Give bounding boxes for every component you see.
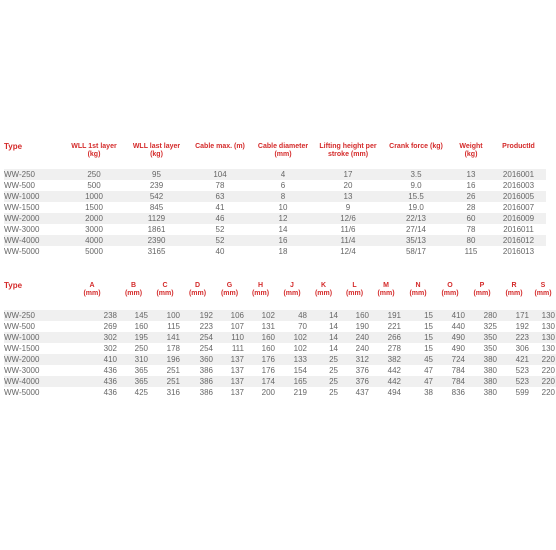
specifications-table [4,143,546,257]
spec-value-cell: 20 [315,180,381,191]
dim-value-cell: 192 [498,321,530,332]
spec-value-cell: 2016001 [491,169,546,180]
dim-value-cell: 15 [402,332,434,343]
dim-header-line: Type [4,281,23,290]
dim-header-line: (mm) [505,290,523,297]
dim-value-cell: 100 [149,310,181,321]
spec-value-cell: 9.0 [381,180,451,191]
dim-value-cell: 191 [370,310,402,321]
dim-value-cell: 102 [276,343,308,354]
dim-value-cell: 47 [402,376,434,387]
spec-value-cell: 13 [315,191,381,202]
dim-value-cell: 219 [276,387,308,398]
dim-value-cell: 220 [530,365,556,376]
dim-table-row [4,365,556,376]
dim-value-cell: 15 [402,310,434,321]
dim-value-cell: 302 [66,343,118,354]
dim-column-header [181,282,214,310]
dim-value-cell: 278 [370,343,402,354]
dim-column-header [498,282,530,310]
spec-value-cell: 95 [124,169,189,180]
spec-value-cell: 58/17 [381,246,451,257]
spec-value-cell: 5000 [64,246,124,257]
dim-value-cell: 523 [498,365,530,376]
dim-table-row [4,343,556,354]
dimensions-header-row [4,282,556,310]
spec-table-row [4,224,546,235]
dim-value-cell: 440 [434,321,466,332]
dim-value-cell: 25 [308,354,339,365]
spec-header-line: ProductId [502,143,535,150]
spec-value-cell: 52 [189,224,251,235]
dim-value-cell: 599 [498,387,530,398]
dim-header-line: (mm) [251,290,270,297]
dim-value-cell: 106 [214,310,245,321]
dim-value-cell: 421 [498,354,530,365]
spec-value-cell: 80 [451,235,491,246]
spec-value-cell: 22/13 [381,213,451,224]
dim-header-line: C [162,282,168,289]
dim-value-cell: 436 [66,387,118,398]
dim-value-cell: 137 [214,387,245,398]
dim-table-row [4,387,556,398]
spec-value-cell: 26 [451,191,491,202]
dim-value-cell: 376 [339,376,370,387]
dim-value-cell: 490 [434,332,466,343]
dim-header-line: (mm) [156,290,174,297]
dim-header-line: M [383,282,389,289]
dim-header-line: J [290,282,294,289]
spec-type-cell: WW-4000 [4,235,64,246]
spec-value-cell: 239 [124,180,189,191]
dim-value-cell: 165 [276,376,308,387]
dim-header-line: (mm) [473,290,491,297]
dim-header-line: (mm) [220,290,239,297]
dim-value-cell: 45 [402,354,434,365]
spec-value-cell: 542 [124,191,189,202]
spec-type-cell: WW-3000 [4,224,64,235]
dim-value-cell: 14 [308,310,339,321]
spec-value-cell: 40 [189,246,251,257]
dim-value-cell: 280 [466,310,498,321]
dim-value-cell: 380 [466,365,498,376]
dim-value-cell: 137 [214,354,245,365]
spec-value-cell: 2000 [64,213,124,224]
specifications-header-row [4,143,546,169]
dim-value-cell: 160 [118,321,149,332]
dim-header-line: (mm) [377,290,395,297]
dim-value-cell: 306 [498,343,530,354]
dim-header-line: B [130,282,137,289]
spec-value-cell: 4 [251,169,315,180]
dim-column-header [66,282,118,310]
spec-type-cell: WW-500 [4,180,64,191]
dimensions-table [4,282,556,398]
dim-type-cell: WW-2000 [4,354,66,365]
dim-value-cell: 107 [214,321,245,332]
dim-type-cell: WW-5000 [4,387,66,398]
spec-type-cell: WW-1500 [4,202,64,213]
dim-value-cell: 410 [66,354,118,365]
dim-value-cell: 310 [118,354,149,365]
spec-value-cell: 16 [251,235,315,246]
spec-value-cell: 19.0 [381,202,451,213]
dim-value-cell: 436 [66,365,118,376]
spec-value-cell: 1861 [124,224,189,235]
dim-header-line: (mm) [409,290,427,297]
spec-value-cell: 63 [189,191,251,202]
dim-value-cell: 784 [434,365,466,376]
dim-value-cell: 130 [530,310,556,321]
dim-value-cell: 111 [214,343,245,354]
dim-value-cell: 160 [245,332,276,343]
spec-value-cell: 11/4 [315,235,381,246]
spec-value-cell: 2390 [124,235,189,246]
spec-value-cell: 28 [451,202,491,213]
dim-value-cell: 221 [370,321,402,332]
dim-value-cell: 316 [149,387,181,398]
dim-value-cell: 14 [308,343,339,354]
dim-value-cell: 251 [149,376,181,387]
spec-column-header [4,143,64,169]
spec-value-cell: 6 [251,180,315,191]
spec-column-header [124,143,189,169]
spec-value-cell: 250 [64,169,124,180]
dim-value-cell: 160 [339,310,370,321]
dim-value-cell: 102 [245,310,276,321]
dim-table-row [4,332,556,343]
dim-value-cell: 14 [308,332,339,343]
dim-value-cell: 784 [434,376,466,387]
dim-value-cell: 223 [498,332,530,343]
dim-column-header [214,282,245,310]
spec-header-line: Type [4,142,23,151]
dim-value-cell: 102 [276,332,308,343]
spec-header-line: Lifting height per [319,143,377,150]
dim-header-line: L [352,282,357,289]
spec-value-cell: 13 [451,169,491,180]
spec-value-cell: 12 [251,213,315,224]
dim-value-cell: 195 [118,332,149,343]
spec-value-cell: 2016003 [491,180,546,191]
dim-value-cell: 386 [181,376,214,387]
dim-type-cell: WW-1000 [4,332,66,343]
dim-value-cell: 160 [245,343,276,354]
spec-header-line: (kg) [87,151,101,158]
dim-value-cell: 386 [181,387,214,398]
dim-value-cell: 523 [498,376,530,387]
spec-value-cell: 14 [251,224,315,235]
dim-value-cell: 178 [149,343,181,354]
spec-header-line: (mm) [274,151,292,158]
dim-value-cell: 176 [245,354,276,365]
spec-header-line: Cable diameter [257,143,309,150]
dim-column-header [118,282,149,310]
dim-column-header [4,282,66,310]
dim-value-cell: 425 [118,387,149,398]
dim-value-cell: 380 [466,354,498,365]
spec-header-line: Crank force (kg) [389,143,443,150]
dim-value-cell: 196 [149,354,181,365]
spec-type-cell: WW-2000 [4,213,64,224]
spec-column-header [189,143,251,169]
dim-type-cell: WW-500 [4,321,66,332]
spec-value-cell: 9 [315,202,381,213]
dim-type-cell: WW-3000 [4,365,66,376]
dim-column-header [434,282,466,310]
spec-value-cell: 41 [189,202,251,213]
dim-value-cell: 141 [149,332,181,343]
spec-value-cell: 500 [64,180,124,191]
spec-value-cell: 27/14 [381,224,451,235]
spec-type-cell: WW-1000 [4,191,64,202]
spec-value-cell: 4000 [64,235,124,246]
dim-value-cell: 269 [66,321,118,332]
spec-table-row [4,202,546,213]
dim-header-line: A [89,282,95,289]
dim-value-cell: 137 [214,365,245,376]
dim-table-row [4,376,556,387]
dim-header-line: P [479,282,485,289]
dim-value-cell: 223 [181,321,214,332]
spec-value-cell: 12/4 [315,246,381,257]
dim-header-line: K [320,282,327,289]
dim-value-cell: 325 [466,321,498,332]
dim-header-line: D [194,282,201,289]
dim-value-cell: 240 [339,343,370,354]
spec-value-cell: 2016007 [491,202,546,213]
dim-header-line: (mm) [534,290,552,297]
dim-value-cell: 490 [434,343,466,354]
dim-value-cell: 48 [276,310,308,321]
dim-column-header [466,282,498,310]
spec-value-cell: 1500 [64,202,124,213]
spec-value-cell: 8 [251,191,315,202]
dim-value-cell: 365 [118,376,149,387]
dim-table-row [4,321,556,332]
dim-header-line: O [447,282,453,289]
spec-value-cell: 1000 [64,191,124,202]
dim-table-row [4,354,556,365]
dim-value-cell: 436 [66,376,118,387]
dim-column-header [530,282,556,310]
spec-table-row [4,246,546,257]
dim-table-row [4,310,556,321]
dim-value-cell: 240 [339,332,370,343]
spec-header-line: Weight [459,143,483,150]
dim-header-line: (mm) [441,290,459,297]
dim-value-cell: 25 [308,376,339,387]
dim-header-line: R [511,282,517,289]
dim-header-line: (mm) [314,290,333,297]
dim-value-cell: 836 [434,387,466,398]
spec-value-cell: 845 [124,202,189,213]
dim-value-cell: 115 [149,321,181,332]
dim-value-cell: 171 [498,310,530,321]
dim-value-cell: 437 [339,387,370,398]
dim-value-cell: 724 [434,354,466,365]
dim-value-cell: 220 [530,376,556,387]
spec-value-cell: 2016012 [491,235,546,246]
spec-header-line: stroke (mm) [327,151,369,158]
dim-column-header [339,282,370,310]
spec-value-cell: 17 [315,169,381,180]
dim-header-line: (mm) [188,290,207,297]
dim-header-line: (mm) [283,290,301,297]
spec-value-cell: 78 [189,180,251,191]
dim-value-cell: 251 [149,365,181,376]
dim-value-cell: 25 [308,365,339,376]
spec-column-header [64,143,124,169]
dim-value-cell: 174 [245,376,276,387]
spec-table-row [4,191,546,202]
spec-value-cell: 104 [189,169,251,180]
spec-value-cell: 2016009 [491,213,546,224]
spec-header-line: WLL 1st layer [71,143,117,150]
dim-type-cell: WW-250 [4,310,66,321]
spec-table-row [4,180,546,191]
spec-value-cell: 1129 [124,213,189,224]
spec-value-cell: 115 [451,246,491,257]
spec-table-row [4,235,546,246]
spec-value-cell: 10 [251,202,315,213]
spec-header-line: Cable max. (m) [195,143,245,150]
dim-type-cell: WW-4000 [4,376,66,387]
dim-value-cell: 131 [245,321,276,332]
spec-value-cell: 60 [451,213,491,224]
dim-value-cell: 254 [181,332,214,343]
dim-column-header [149,282,181,310]
spec-column-header [251,143,315,169]
dim-value-cell: 25 [308,387,339,398]
dim-value-cell: 360 [181,354,214,365]
dim-value-cell: 137 [214,376,245,387]
dim-value-cell: 38 [402,387,434,398]
dim-value-cell: 365 [118,365,149,376]
spec-value-cell: 78 [451,224,491,235]
dim-value-cell: 380 [466,387,498,398]
dim-value-cell: 250 [118,343,149,354]
dim-value-cell: 200 [245,387,276,398]
dim-value-cell: 14 [308,321,339,332]
dim-value-cell: 442 [370,365,402,376]
dim-value-cell: 376 [339,365,370,376]
dim-value-cell: 312 [339,354,370,365]
dim-column-header [245,282,276,310]
spec-value-cell: 15.5 [381,191,451,202]
spec-value-cell: 2016005 [491,191,546,202]
spec-header-line: WLL last layer [132,143,181,150]
dim-value-cell: 386 [181,365,214,376]
dim-value-cell: 254 [181,343,214,354]
dim-value-cell: 350 [466,332,498,343]
dim-value-cell: 47 [402,365,434,376]
dim-type-cell: WW-1500 [4,343,66,354]
dim-value-cell: 154 [276,365,308,376]
spec-type-cell: WW-250 [4,169,64,180]
dim-value-cell: 15 [402,343,434,354]
dim-value-cell: 110 [214,332,245,343]
dim-value-cell: 130 [530,343,556,354]
dim-value-cell: 350 [466,343,498,354]
spec-table-row [4,213,546,224]
dim-value-cell: 380 [466,376,498,387]
dim-value-cell: 220 [530,354,556,365]
dim-column-header [402,282,434,310]
dim-value-cell: 70 [276,321,308,332]
spec-value-cell: 35/13 [381,235,451,246]
spec-value-cell: 2016013 [491,246,546,257]
spec-value-cell: 16 [451,180,491,191]
spec-value-cell: 12/6 [315,213,381,224]
spec-column-header [451,143,491,169]
dim-header-line: H [257,282,264,289]
spec-column-header [381,143,451,169]
dim-value-cell: 130 [530,332,556,343]
dim-column-header [276,282,308,310]
dim-header-line: N [415,282,421,289]
dim-value-cell: 192 [181,310,214,321]
dim-value-cell: 133 [276,354,308,365]
spec-header-line: (kg) [150,151,163,158]
dim-value-cell: 190 [339,321,370,332]
dim-value-cell: 410 [434,310,466,321]
dim-header-line: (mm) [345,290,364,297]
dim-header-line: G [226,282,233,289]
spec-column-header [315,143,381,169]
dim-value-cell: 302 [66,332,118,343]
dim-header-line: (mm) [124,290,143,297]
spec-value-cell: 3000 [64,224,124,235]
dim-header-line: (mm) [83,290,101,297]
dim-value-cell: 220 [530,387,556,398]
spec-value-cell: 3165 [124,246,189,257]
dim-value-cell: 382 [370,354,402,365]
dim-column-header [308,282,339,310]
dim-value-cell: 15 [402,321,434,332]
spec-value-cell: 11/6 [315,224,381,235]
spec-table-row [4,169,546,180]
dim-value-cell: 238 [66,310,118,321]
spec-value-cell: 3.5 [381,169,451,180]
dim-value-cell: 130 [530,321,556,332]
spec-value-cell: 52 [189,235,251,246]
spec-header-line: (kg) [464,151,478,158]
dim-value-cell: 266 [370,332,402,343]
dim-value-cell: 145 [118,310,149,321]
spec-value-cell: 2016011 [491,224,546,235]
dim-value-cell: 176 [245,365,276,376]
spec-column-header [491,143,546,169]
dim-header-line: S [540,282,546,289]
dim-value-cell: 442 [370,376,402,387]
spec-value-cell: 46 [189,213,251,224]
spec-type-cell: WW-5000 [4,246,64,257]
spec-value-cell: 18 [251,246,315,257]
dim-column-header [370,282,402,310]
dim-value-cell: 494 [370,387,402,398]
